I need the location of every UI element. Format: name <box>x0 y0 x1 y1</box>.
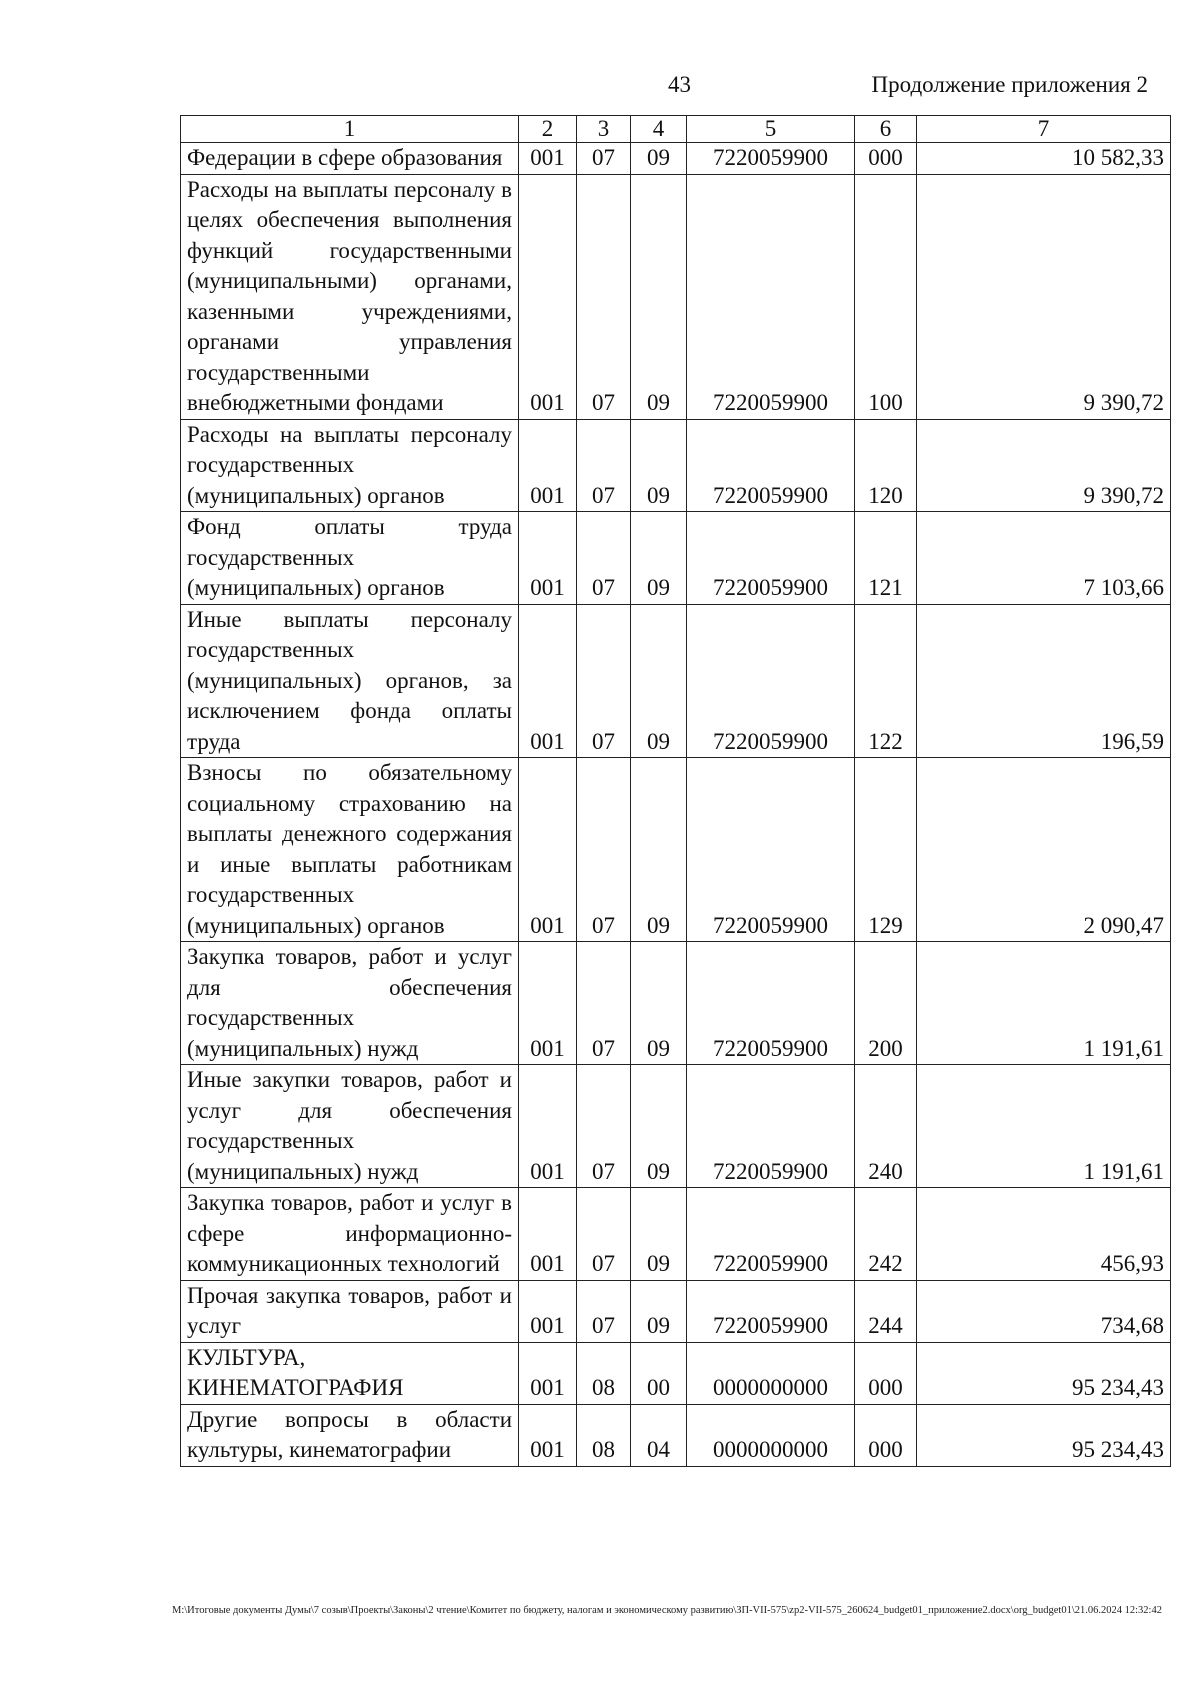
row-code-2: 001 <box>519 1280 577 1342</box>
row-code-2: 001 <box>519 174 577 419</box>
table-row <box>181 1188 1171 1281</box>
row-amount: 9 390,72 <box>917 419 1171 512</box>
row-code-4: 09 <box>631 1280 687 1342</box>
row-code-3: 07 <box>577 942 631 1065</box>
table-body <box>181 143 1171 1467</box>
row-code-4: 09 <box>631 942 687 1065</box>
column-header-7: 7 <box>917 116 1171 143</box>
row-code-3: 08 <box>577 1342 631 1404</box>
row-amount: 10 582,33 <box>917 143 1171 175</box>
column-header-6: 6 <box>855 116 917 143</box>
table-row <box>181 1065 1171 1188</box>
row-code-3: 07 <box>577 758 631 942</box>
row-code-5: 7220059900 <box>687 604 855 758</box>
table-row <box>181 143 1171 175</box>
row-name: Расходы на выплаты персоналу в целях обеспечения выполнения функций государственными (муниципальными) органами, казенными учреждениями, органами управления государственными внебюджетными фондами <box>181 174 519 419</box>
row-code-2: 001 <box>519 419 577 512</box>
row-code-5: 7220059900 <box>687 942 855 1065</box>
row-code-3: 07 <box>577 512 631 605</box>
row-amount: 95 234,43 <box>917 1342 1171 1404</box>
row-code-6: 240 <box>855 1065 917 1188</box>
row-amount: 196,59 <box>917 604 1171 758</box>
row-code-2: 001 <box>519 1342 577 1404</box>
row-code-3: 08 <box>577 1404 631 1466</box>
row-code-2: 001 <box>519 942 577 1065</box>
row-name: Прочая закупка товаров, работ и услуг <box>181 1280 519 1342</box>
row-code-4: 09 <box>631 174 687 419</box>
row-code-2: 001 <box>519 1404 577 1466</box>
row-amount: 1 191,61 <box>917 1065 1171 1188</box>
row-code-4: 09 <box>631 143 687 175</box>
row-code-3: 07 <box>577 1280 631 1342</box>
row-code-6: 200 <box>855 942 917 1065</box>
column-header-5: 5 <box>687 116 855 143</box>
row-code-5: 7220059900 <box>687 1065 855 1188</box>
row-code-4: 09 <box>631 419 687 512</box>
row-code-5: 7220059900 <box>687 758 855 942</box>
row-code-5: 0000000000 <box>687 1404 855 1466</box>
row-code-3: 07 <box>577 143 631 175</box>
row-code-3: 07 <box>577 419 631 512</box>
row-amount: 7 103,66 <box>917 512 1171 605</box>
row-code-3: 07 <box>577 174 631 419</box>
row-code-6: 121 <box>855 512 917 605</box>
table-row <box>181 512 1171 605</box>
row-name: Расходы на выплаты персоналу государственных (муниципальных) органов <box>181 419 519 512</box>
column-header-3: 3 <box>577 116 631 143</box>
row-code-2: 001 <box>519 1188 577 1281</box>
table-row <box>181 758 1171 942</box>
row-code-4: 09 <box>631 512 687 605</box>
row-amount: 734,68 <box>917 1280 1171 1342</box>
header-row <box>181 116 1171 143</box>
row-code-6: 000 <box>855 143 917 175</box>
row-code-3: 07 <box>577 1188 631 1281</box>
row-name: Взносы по обязательному социальному страхованию на выплаты денежного содержания и иные выплаты работникам государственных (муниципальных) органов <box>181 758 519 942</box>
page-number: 43 <box>668 72 691 97</box>
row-code-4: 09 <box>631 1188 687 1281</box>
row-code-5: 7220059900 <box>687 1280 855 1342</box>
column-header-1: 1 <box>181 116 519 143</box>
table-row <box>181 174 1171 419</box>
column-header-4: 4 <box>631 116 687 143</box>
row-code-4: 09 <box>631 604 687 758</box>
row-code-5: 7220059900 <box>687 174 855 419</box>
table-row <box>181 1342 1171 1404</box>
row-name: Закупка товаров, работ и услуг для обеспечения государственных (муниципальных) нужд <box>181 942 519 1065</box>
row-code-5: 7220059900 <box>687 419 855 512</box>
row-code-6: 244 <box>855 1280 917 1342</box>
row-code-2: 001 <box>519 758 577 942</box>
row-code-4: 00 <box>631 1342 687 1404</box>
row-amount: 9 390,72 <box>917 174 1171 419</box>
column-header-2: 2 <box>519 116 577 143</box>
row-name: КУЛЬТУРА, КИНЕМАТОГРАФИЯ <box>181 1342 519 1404</box>
row-code-6: 120 <box>855 419 917 512</box>
row-code-2: 001 <box>519 143 577 175</box>
budget-table <box>180 115 1171 1467</box>
table-row <box>181 1280 1171 1342</box>
file-path-footer: M:\Итоговые документы Думы\7 созыв\Проекты\Законы\2 чтение\Комитет по бюджету, налогам и экономическому развитию\ЗП-VII-575\zp2-VII-575_260624_budget01_приложение2.docx\org_budget01\21.06.2024 12:32:42 <box>172 1605 1162 1616</box>
row-code-4: 09 <box>631 1065 687 1188</box>
row-name: Иные закупки товаров, работ и услуг для обеспечения государственных (муниципальных) нужд <box>181 1065 519 1188</box>
row-name: Иные выплаты персоналу государственных (муниципальных) органов, за исключением фонда оплаты труда <box>181 604 519 758</box>
row-code-6: 242 <box>855 1188 917 1281</box>
continuation-title: Продолжение приложения 2 <box>871 72 1148 97</box>
row-amount: 456,93 <box>917 1188 1171 1281</box>
table-header <box>181 116 1171 143</box>
row-code-6: 129 <box>855 758 917 942</box>
row-code-6: 122 <box>855 604 917 758</box>
row-code-5: 0000000000 <box>687 1342 855 1404</box>
table-row <box>181 942 1171 1065</box>
table-row <box>181 604 1171 758</box>
table-row <box>181 1404 1171 1466</box>
row-code-5: 7220059900 <box>687 512 855 605</box>
row-amount: 2 090,47 <box>917 758 1171 942</box>
row-code-5: 7220059900 <box>687 1188 855 1281</box>
row-code-2: 001 <box>519 512 577 605</box>
row-amount: 1 191,61 <box>917 942 1171 1065</box>
row-name: Фонд оплаты труда государственных (муниципальных) органов <box>181 512 519 605</box>
row-code-6: 000 <box>855 1342 917 1404</box>
row-code-4: 09 <box>631 758 687 942</box>
row-code-5: 7220059900 <box>687 143 855 175</box>
row-amount: 95 234,43 <box>917 1404 1171 1466</box>
row-code-2: 001 <box>519 604 577 758</box>
row-code-2: 001 <box>519 1065 577 1188</box>
row-code-3: 07 <box>577 604 631 758</box>
row-name: Федерации в сфере образования <box>181 143 519 175</box>
table-row <box>181 419 1171 512</box>
row-code-6: 100 <box>855 174 917 419</box>
row-code-6: 000 <box>855 1404 917 1466</box>
row-name: Другие вопросы в области культуры, кинематографии <box>181 1404 519 1466</box>
row-code-3: 07 <box>577 1065 631 1188</box>
row-name: Закупка товаров, работ и услуг в сфере информационно-коммуникационных технологий <box>181 1188 519 1281</box>
row-code-4: 04 <box>631 1404 687 1466</box>
